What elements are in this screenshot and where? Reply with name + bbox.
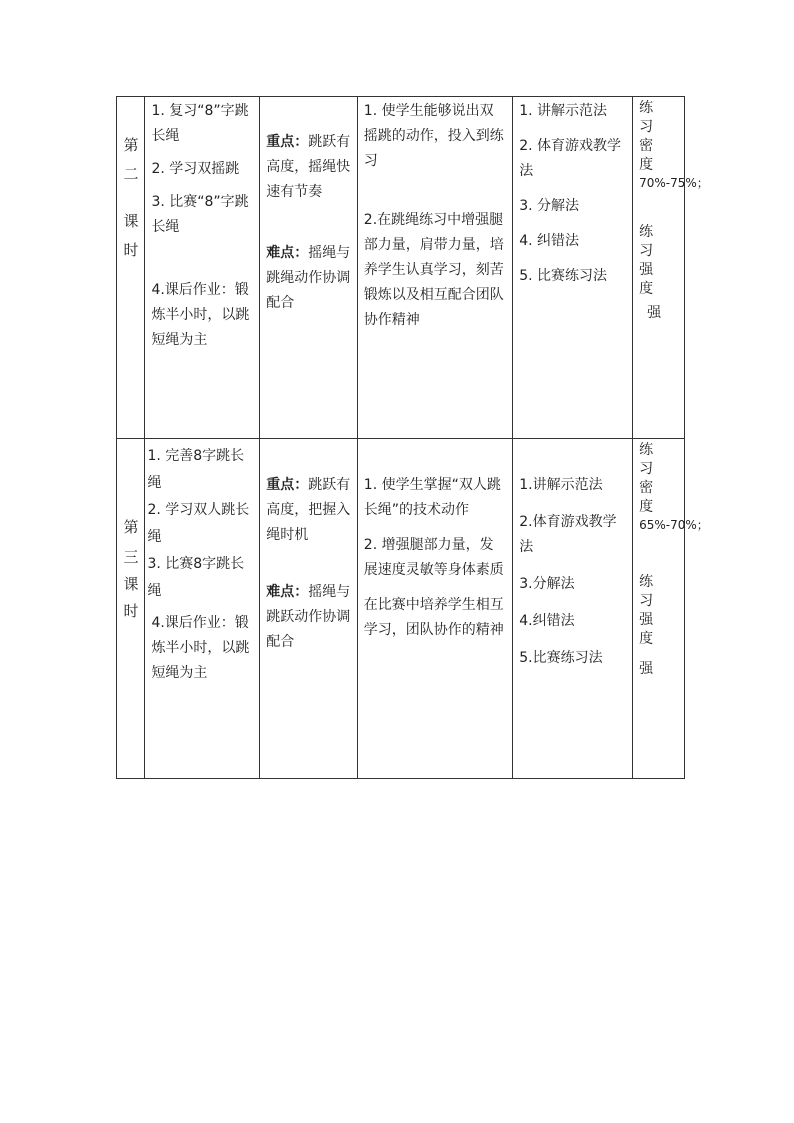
density-label: 练习密度 (639, 442, 664, 515)
content-item: 4.课后作业：锻炼半小时，以跳短绳为主 (151, 615, 250, 681)
goal-item: 2.在跳绳练习中增强腿部力量，肩带力量，培养学生认真学习，刻苦锻炼以及相互配合团队协作精神 (363, 212, 504, 328)
method-item: 4.纠错法 (519, 613, 575, 629)
content-item: 2. 学习双人跳长绳 (147, 502, 250, 545)
key-point: 重点：跳跃有高度，把握入绳时机 (266, 477, 351, 543)
intensity-value: 强 (647, 305, 662, 321)
content-cell (145, 439, 260, 779)
methods-cell (513, 97, 633, 439)
density-cell (633, 439, 709, 779)
content-item: 2. 学习双摇跳 (151, 161, 240, 177)
intensity-label: 练习强度 (639, 574, 664, 647)
lesson-number-cell (117, 439, 145, 779)
method-item: 1.讲解示范法 (519, 477, 603, 493)
content-item: 1. 复习“8”字跳长绳 (151, 103, 249, 144)
method-item: 2. 体育游戏教学法 (519, 138, 622, 179)
lesson-plan-table (116, 96, 709, 779)
lesson-number-cell (117, 97, 145, 439)
content-cell (145, 97, 260, 439)
density-cell (633, 97, 709, 439)
content-item: 3. 比赛8字跳长绳 (147, 556, 245, 599)
key-point: 重点：跳跃有高度，摇绳快速有节奏 (266, 134, 351, 200)
difficult-point: 难点：摇绳与跳跃动作协调配合 (266, 584, 351, 650)
table-row (117, 97, 685, 439)
methods-cell (513, 439, 633, 779)
table-row (117, 439, 685, 779)
goal-item: 2. 增强腿部力量，发展速度灵敏等身体素质 (363, 537, 504, 578)
method-item: 3.分解法 (519, 576, 575, 592)
density-value: 70%-75%； (639, 176, 709, 190)
method-item: 1. 讲解示范法 (519, 103, 608, 119)
density-label: 练习密度 (639, 100, 664, 173)
key-points-cell (260, 439, 358, 779)
intensity-label: 练习强度 (639, 224, 664, 297)
method-item: 3. 分解法 (519, 198, 580, 214)
lesson-number: 第 三 课 时 (123, 518, 139, 620)
goal-item: 1. 使学生掌握“双人跳长绳”的技术动作 (363, 477, 501, 518)
difficult-point: 难点：摇绳与跳绳动作协调配合 (266, 245, 351, 311)
goals-cell (357, 439, 512, 779)
goal-item: 1. 使学生能够说出双摇跳的动作，投入到练习 (363, 103, 504, 169)
content-item: 1. 完善8字跳长绳 (147, 448, 245, 491)
goal-item: 在比赛中培养学生相互学习，团队协作的精神 (363, 597, 504, 638)
goals-cell (357, 97, 512, 439)
lesson-number: 第 二 课 时 (123, 136, 139, 259)
intensity-value: 强 (639, 661, 654, 677)
density-value: 65%-70%； (639, 518, 709, 532)
method-item: 5.比赛练习法 (519, 650, 603, 666)
method-item: 5. 比赛练习法 (519, 268, 608, 284)
method-item: 4. 纠错法 (519, 233, 580, 249)
key-points-cell (260, 97, 358, 439)
content-item: 4.课后作业：锻炼半小时，以跳短绳为主 (151, 282, 250, 348)
method-item: 2.体育游戏教学法 (519, 514, 617, 555)
content-item: 3. 比赛“8”字跳长绳 (151, 194, 249, 235)
